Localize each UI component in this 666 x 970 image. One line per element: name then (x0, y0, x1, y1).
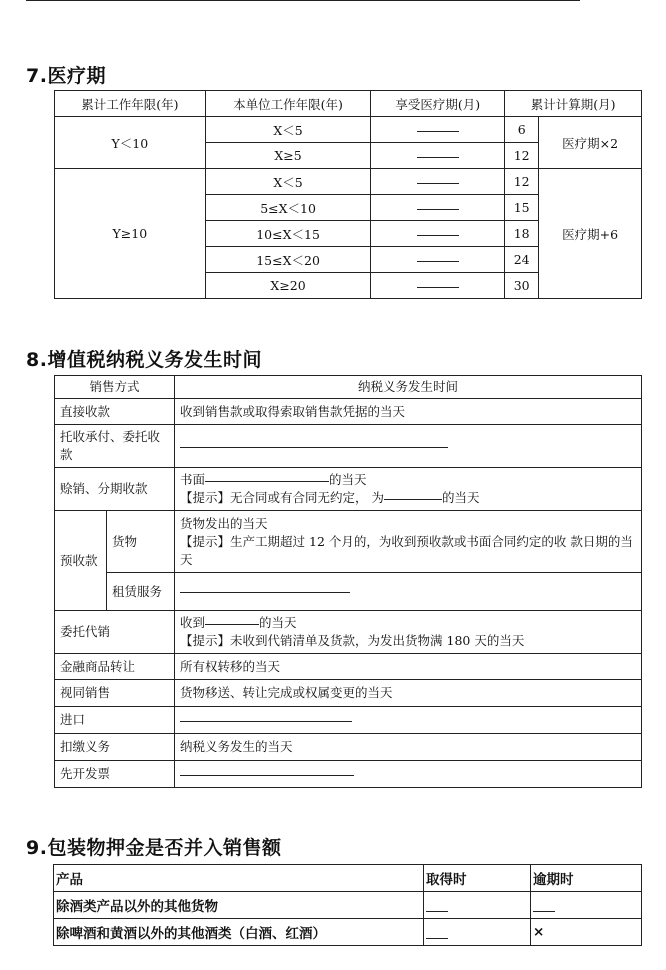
table-row (55, 761, 642, 788)
medical-period-blank (371, 117, 505, 143)
table-row (54, 919, 642, 946)
agency-text-post: 的当天 (259, 615, 297, 630)
group-condition: Y＜10 (55, 117, 206, 169)
table-header-row (54, 865, 642, 892)
unit-years-range: X≥20 (205, 273, 371, 299)
table-row (55, 707, 642, 734)
obligation-time: 货物移送、转让完成或权属变更的当天 (175, 680, 642, 707)
tip-tag: 【提示】 (180, 533, 231, 549)
col-header-total-years: 累计工作年限(年) (55, 91, 206, 117)
medical-period-blank (371, 169, 505, 195)
product-name: 除酒类产品以外的其他货物 (54, 892, 424, 919)
agency-text-pre: 收到 (180, 615, 206, 630)
obligation-time: 纳税义务发生的当天 (175, 734, 642, 761)
col-header-overdue: 逾期时 (531, 865, 642, 892)
table-row (55, 117, 642, 143)
top-divider (26, 0, 580, 1)
medical-period-table (54, 90, 642, 299)
unit-years-range: X＜5 (205, 169, 371, 195)
sales-method: 扣缴义务 (55, 734, 175, 761)
calc-formula: 医疗期×2 (539, 117, 642, 169)
col-header-medical-period: 享受医疗期(月) (371, 91, 505, 117)
obligation-time: 收到销售款或取得索取销售款凭据的当天 (175, 399, 642, 425)
col-header-sales-method: 销售方式 (55, 376, 175, 399)
sales-method: 先开发票 (55, 761, 175, 788)
sales-method: 金融商品转让 (55, 654, 175, 680)
section-7-title: 7.医疗期 (26, 65, 106, 87)
medical-period-blank (371, 247, 505, 273)
medical-period-blank (371, 143, 505, 169)
obligation-time: 所有权转移的当天 (175, 654, 642, 680)
goods-tip: 生产工期超过 12 个月的，为收到预收款或书面合同约定的收 款日期的当天 (180, 533, 633, 567)
sales-method: 委托代销 (55, 611, 175, 654)
table-row (55, 573, 642, 611)
table-row (55, 425, 642, 468)
sales-method: 视同销售 (55, 680, 175, 707)
obligation-time-blank (175, 761, 642, 788)
calc-period-total: 12 (505, 169, 539, 195)
section-8-title: 8.增值税纳税义务发生时间 (26, 349, 262, 371)
col-header-calc-period: 累计计算期(月) (505, 91, 642, 117)
vat-obligation-table (54, 375, 642, 788)
sales-method: 预收款 (55, 511, 107, 611)
table-row (55, 468, 642, 511)
obligation-time-blank (175, 707, 642, 734)
col-header-on-receipt: 取得时 (424, 865, 531, 892)
col-header-product: 产品 (54, 865, 424, 892)
unit-years-range: 10≤X＜15 (205, 221, 371, 247)
table-row (55, 734, 642, 761)
calc-period-total: 30 (505, 273, 539, 299)
tip-tag: 【提示】 (180, 633, 231, 648)
sales-method: 进口 (55, 707, 175, 734)
obligation-time-blank (175, 573, 642, 611)
calc-period-total: 15 (505, 195, 539, 221)
sales-method: 托收承付、委托收款 (55, 425, 175, 468)
tip-tag: 【提示】 (180, 490, 231, 505)
table-row (55, 680, 642, 707)
table-header-row (55, 376, 642, 399)
overdue-blank (531, 892, 642, 919)
unit-years-range: 5≤X＜10 (205, 195, 371, 221)
credit-tip-post: 的当天 (442, 490, 480, 505)
group-condition: Y≥10 (55, 169, 206, 299)
table-header-row (55, 91, 642, 117)
credit-text-pre: 书面 (180, 472, 206, 487)
table-row (54, 892, 642, 919)
table-row (55, 169, 642, 195)
obligation-time (175, 511, 642, 573)
medical-period-blank (371, 273, 505, 299)
medical-period-blank (371, 221, 505, 247)
calc-period-total: 18 (505, 221, 539, 247)
unit-years-range: X≥5 (205, 143, 371, 169)
obligation-time-blank (175, 425, 642, 468)
obligation-time (175, 611, 642, 654)
calc-period-total: 12 (505, 143, 539, 169)
goods-line: 货物发出的当天 (180, 515, 268, 531)
calc-period-total: 24 (505, 247, 539, 273)
table-row (55, 399, 642, 425)
sales-method: 直接收款 (55, 399, 175, 425)
sub-method: 货物 (107, 511, 175, 573)
sub-method: 租赁服务 (107, 573, 175, 611)
overdue-value: × (531, 919, 642, 946)
credit-tip-pre: 无合同或有合同无约定， 为 (230, 490, 384, 505)
sales-method: 赊销、分期收款 (55, 468, 175, 511)
col-header-obligation-time: 纳税义务发生时间 (175, 376, 642, 399)
col-header-unit-years: 本单位工作年限(年) (205, 91, 371, 117)
product-name: 除啤酒和黄酒以外的其他酒类（白酒、红酒） (54, 919, 424, 946)
table-row (55, 511, 642, 573)
credit-text-post: 的当天 (329, 472, 367, 487)
calc-formula: 医疗期+6 (539, 169, 642, 299)
calc-period-total: 6 (505, 117, 539, 143)
on-receipt-blank (424, 919, 531, 946)
table-row (55, 654, 642, 680)
agency-tip: 未收到代销清单及货款，为发出货物满 180 天的当天 (230, 633, 525, 648)
on-receipt-blank (424, 892, 531, 919)
unit-years-range: X＜5 (205, 117, 371, 143)
unit-years-range: 15≤X＜20 (205, 247, 371, 273)
table-row (55, 611, 642, 654)
medical-period-blank (371, 195, 505, 221)
section-9-title: 9.包装物押金是否并入销售额 (26, 837, 282, 859)
obligation-time (175, 468, 642, 511)
packaging-deposit-table (53, 864, 642, 946)
